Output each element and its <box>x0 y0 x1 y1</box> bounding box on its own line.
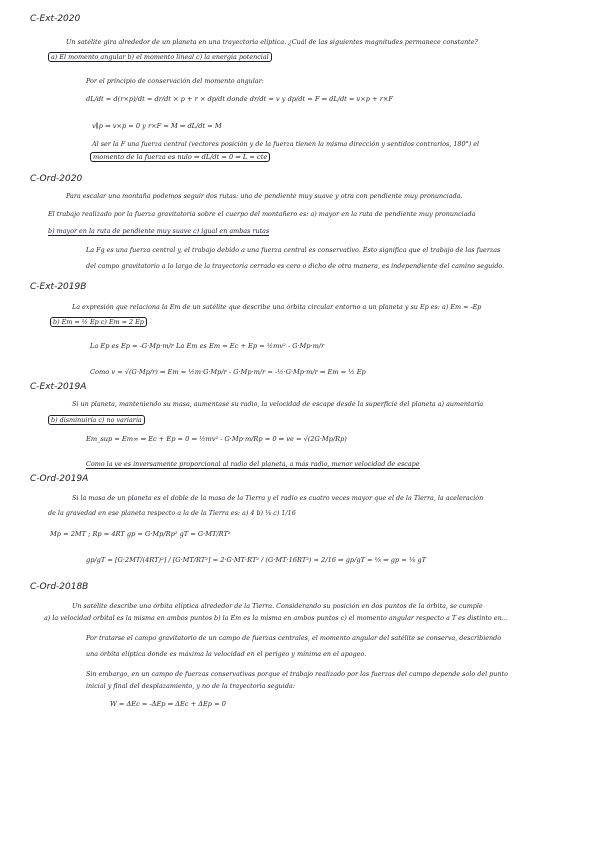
section-header: C-Ord-2018B <box>30 582 89 592</box>
equation: dL/dt = d(r×p)/dt = dr/dt × p + r × dp/dt donde dr/dt = v y dp/dt = F ⇒ dL/dt = v×p + r×F <box>86 95 393 103</box>
question-text: de la gravedad en ese planeta respecto a la de la Tierra es: a) 4 b) ⅛ c) 1/16 <box>48 509 296 517</box>
question-text: Si un planeta, manteniendo su masa, aumentase su radio, la velocidad de escape desde la superficie del planeta a) aumentaría <box>72 400 484 408</box>
question-text: El trabajo realizado por la fuerza gravitatoria sobre el cuerpo del montañero es: a) mayor en la ruta de pendiente muy pronunciada <box>48 210 476 218</box>
answer-text: Por el principio de conservación del momento angular: <box>86 77 264 85</box>
section-header: C-Ord-2020 <box>30 174 83 184</box>
equation: v∥p ⇒ v×p = 0 y r×F = M ⇒ dL/dt = M <box>92 122 222 130</box>
question-text: Para escalar una montaña podemos seguir dos rutas: una de pendiente muy suave y otra con pendiente muy pronunciada. <box>66 192 463 200</box>
answer-options: b) disminuiría c) no variaría <box>48 416 145 424</box>
question-text: Un satélite describe una órbita elíptica alrededor de la Tierra. Considerando su posición en dos puntos de la órbita, se cumple <box>72 602 483 610</box>
section-header: C-Ext-2019B <box>30 282 87 292</box>
question-text: Un satélite gira alrededor de un planeta en una trayectoria elíptica. ¿Cuál de las siguientes magnitudes permanece constante? <box>66 38 478 46</box>
answer-options: a) la velocidad orbital es la misma en ambos puntos b) la Em es la misma en ambos puntos c) el momento angular respecto a T es distinto en... <box>44 614 508 622</box>
section-header: C-Ext-2019A <box>30 382 87 392</box>
equation: Mp = 2MT ; Rp = 4RT gp = G·Mp/Rp² gT = G·MT/RT² <box>50 530 231 538</box>
answer-options: a) El momento angular b) el momento lineal c) la energía potencial <box>48 53 272 61</box>
equation: Como v = √(G·Mp/r) ⇒ Em = ½m·G·Mp/r - G·Mp·m/r = -½·G·Mp·m/r ⇒ Em = ½ Ep <box>90 368 366 376</box>
equation: gp/gT = [G·2MT/(4RT)²] / [G·MT/RT²] = 2·G·MT·RT² / (G·MT·16RT²) = 2/16 ⇒ gp/gT = ⅛ ⇒ gp = ⅛ gT <box>86 556 427 564</box>
section-header: C-Ord-2019A <box>30 474 89 484</box>
answer-options: b) mayor en la ruta de pendiente muy suave c) igual en ambas rutas <box>48 227 270 235</box>
equation: momento de la fuerza es nulo ⇒ dL/dt = 0 ⇒ L = cte <box>90 153 270 162</box>
answer-options: b) Em = ½ Ep c) Em = 2 Ep <box>50 318 147 326</box>
answer-text: inicial y final del desplazamiento, y no de la trayectoria seguida: <box>86 682 295 690</box>
answer-text: una órbita elíptica donde es máxima la velocidad en el perigeo y mínima en el apogeo. <box>86 650 367 658</box>
equation: Em_sup = Em∞ ⇒ Ec + Ep = 0 ⇒ ½mv² - G·Mp·m/Rp = 0 ⇒ ve = √(2G·Mp/Rp) <box>86 435 347 443</box>
question-text: La expresión que relaciona la Em de un satélite que describe una órbita circular entorno a un planeta y su Ep es: a) Em = -Ep <box>72 303 482 311</box>
equation: La Ep es Ep = -G·Mp·m/r La Em es Em = Ec + Ep = ½mv² - G·Mp·m/r <box>90 342 325 350</box>
answer-text: Al ser la F una fuerza central (vectores posición y de la fuerza tienen la misma dirección y sentidos contrarios, 180°) el <box>92 140 480 148</box>
answer-text: del campo gravitatorio a lo largo de la trayectoria cerrada es cero o dicho de otra manera, es independiente del camino seguido. <box>86 262 505 270</box>
answer-text: Como la ve es inversamente proporcional al radio del planeta, a más radio, menor velocidad de escape <box>86 460 420 468</box>
answer-text: La Fg es una fuerza central y, el trabajo debido a una fuerza central es conservativo. Esto significa que el trabajo de las fuerzas <box>86 246 501 254</box>
answer-text: Por tratarse el campo gravitatorio de un campo de fuerzas centrales, el momento angular del satélite se conserva, describiendo <box>86 634 502 642</box>
question-text: Si la masa de un planeta es el doble de la masa de la Tierra y el radio es cuatro veces mayor que el de la Tierra, la aceleración <box>72 494 484 502</box>
section-header: C-Ext-2020 <box>30 14 81 24</box>
answer-text: Sin embargo, en un campo de fuerzas conservativas porque el trabajo realizado por las fuerzas del campo depende solo del punto <box>86 670 508 678</box>
equation: W = ΔEc = -ΔEp ⇒ ΔEc + ΔEp = 0 <box>110 700 226 708</box>
